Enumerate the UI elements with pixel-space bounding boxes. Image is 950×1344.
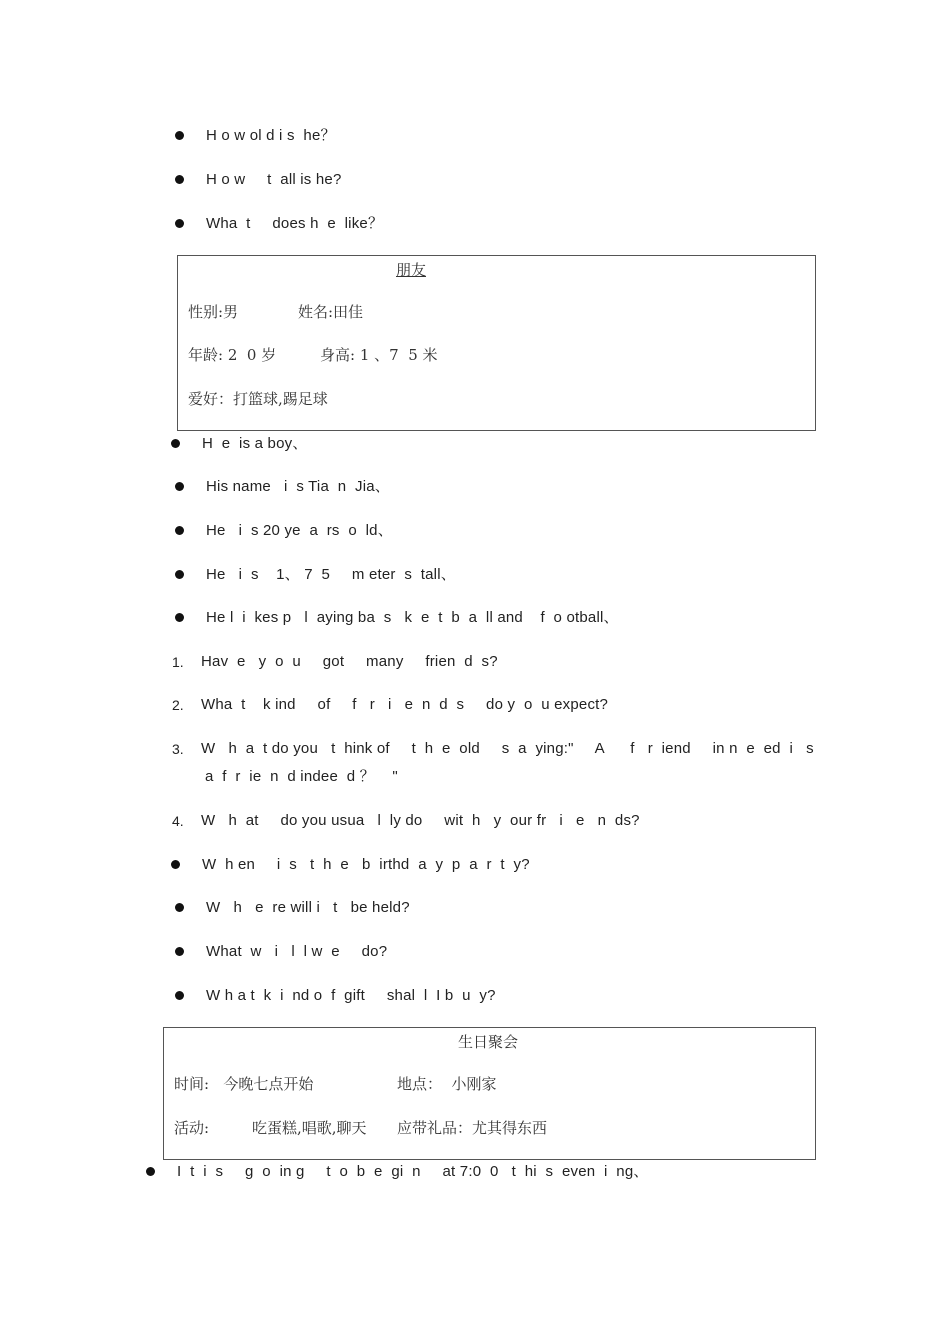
question-number: 3. bbox=[172, 741, 184, 757]
bullet-icon bbox=[175, 482, 184, 491]
card-title: 朋友 bbox=[396, 261, 427, 279]
list-item: His name i s Tia n Jia、 bbox=[206, 478, 390, 495]
bullet-icon bbox=[175, 613, 184, 622]
question-number: 4. bbox=[172, 813, 184, 829]
list-item: I t i s g o in g t o b e gi n at 7:0 0 t hi s even i ng、 bbox=[177, 1163, 649, 1180]
list-item: Wha t does h e like？ bbox=[206, 215, 384, 232]
question-number: 2. bbox=[172, 697, 184, 713]
age-field: 年龄: 2 0 岁 bbox=[188, 346, 277, 364]
place-field: 地点： 小刚家 bbox=[397, 1075, 497, 1093]
bullet-icon bbox=[175, 991, 184, 1000]
list-item: He i s 20 ye a rs o ld、 bbox=[206, 522, 393, 539]
bullet-icon bbox=[175, 570, 184, 579]
card-title: 生日聚会 bbox=[458, 1033, 519, 1051]
bullet-icon bbox=[175, 219, 184, 228]
question-text-continued: a f r ie n d indee d ？ " bbox=[205, 768, 398, 785]
list-item: H e is a boy、 bbox=[202, 435, 308, 452]
question-number: 1. bbox=[172, 654, 184, 670]
list-item: H o w t all is he? bbox=[206, 171, 342, 188]
activity-field: 活动: 吃蛋糕,唱歌,聊天 bbox=[174, 1119, 367, 1137]
gift-field: 应带礼品：尤其得东西 bbox=[397, 1119, 548, 1137]
bullet-icon bbox=[171, 439, 180, 448]
gender-field: 性别:男 bbox=[188, 303, 239, 321]
height-field: 身高: 1 、7 5 米 bbox=[320, 346, 438, 364]
list-item: W h a t k i nd o f gift shal l I b u y? bbox=[206, 987, 496, 1004]
bullet-icon bbox=[175, 526, 184, 535]
question-text: Wha t k ind of f r i e n d s do y o u expect? bbox=[201, 696, 609, 713]
friend-info-card bbox=[177, 255, 816, 431]
question-text: W h at do you usua l ly do wit h y our fr i e n ds? bbox=[201, 812, 640, 829]
bullet-icon bbox=[146, 1167, 155, 1176]
bullet-icon bbox=[175, 131, 184, 140]
bullet-icon bbox=[171, 860, 180, 869]
question-text: W h a t do you t hink of t h e old s a ying:" A f r iend in n e ed i s bbox=[201, 740, 814, 757]
time-field: 时间: 今晚七点开始 bbox=[174, 1075, 314, 1093]
party-info-card bbox=[163, 1027, 816, 1160]
list-item: H o w ol d i s he？ bbox=[206, 127, 336, 144]
list-item: What w i l l w e do? bbox=[206, 943, 388, 960]
hobby-field: 爱好：打篮球,踢足球 bbox=[188, 390, 328, 408]
question-text: Hav e y o u got many frien d s? bbox=[201, 653, 498, 670]
bullet-icon bbox=[175, 947, 184, 956]
list-item: W h en i s t h e b irthd a y p a r t y? bbox=[202, 856, 530, 873]
bullet-icon bbox=[175, 903, 184, 912]
list-item: He l i kes p l aying ba s k e t b a ll and f o otball、 bbox=[206, 609, 619, 626]
bullet-icon bbox=[175, 175, 184, 184]
list-item: He i s 1、 7 5 m eter s tall、 bbox=[206, 566, 456, 583]
name-field: 姓名:田佳 bbox=[298, 303, 364, 321]
list-item: W h e re will i t be held? bbox=[206, 899, 410, 916]
